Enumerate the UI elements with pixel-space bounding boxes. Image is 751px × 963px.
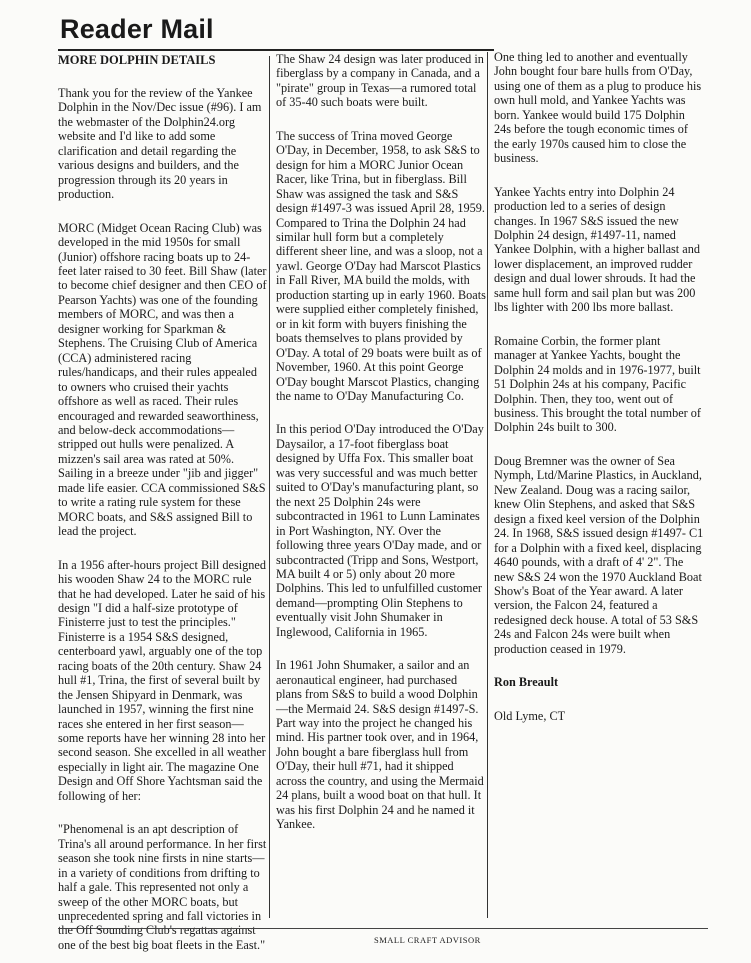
- paragraph-12: Doug Bremner was the owner of Sea Nymph, Ltd/Marine Plastics, in Auckland, New Zealand. Doug was a racing sailor, knew Olin Stephens, and asked that S&S design a fixed keel version of the Dolphin 24. In 1968, S&S issued design #1497- C1 for a Dolphin with a fixed keel, displacing 4640 pounds, with a draft of 4' 2". The new S&S 24 won the 1970 Auckland Boat Show's Boat of the Year award. A later version, the Falcon 24, featured a redesigned deck house. A total of 53 S&S 24s and Falcon 24s were built when production ceased in 1979.: [494, 453, 704, 656]
- footer-publication-name: SMALL CRAFT ADVISOR: [374, 935, 481, 945]
- footer-rule: [58, 928, 708, 929]
- column-divider-1: [269, 56, 270, 918]
- signature-location: Old Lyme, CT: [494, 708, 566, 723]
- paragraph-8: In 1961 John Shumaker, a sailor and an aeronautical engineer, had purchased plans from S&S to build a wood Dolphin—the Mermaid 24. S&S design #1497-S. Part way into the project he changed his mind. His partner took over, and in 1964, John bought a bare fiberglass hull from O'Day, their hull #71, had it shipped across the country, and using the Mermaid 24 plans, built a wood boat on that hull. It was his first Dolphin 24 and he named it Yankee.: [276, 658, 484, 832]
- paragraph-9: One thing led to another and eventually John bought four bare hulls from O'Day, using one of them as a plug to produce his own hull mold, and Yankee Yachts was born. Yankee would build 175 Dolphin 24s before the tough economic times of the early 1970s caused him to close the business.: [494, 50, 702, 166]
- paragraph-11: Romaine Corbin, the former plant manager at Yankee Yachts, bought the Dolphin 24 molds and in 1976-1977, built 51 Dolphin 24s at his company, Pacific Dolphin. Then, they too, went out of business. This brought the total number of Dolphin 24s built to 300.: [494, 333, 701, 435]
- paragraph-7: In this period O'Day introduced the O'Day Daysailor, a 17-foot fiberglass boat designed by Uffa Fox. This smaller boat was very successful and was much better suited to O'Day's manufacturing plant, so the next 25 Dolphin 24s were subcontracted in 1961 to Lunn Laminates in Port Washington, NY. Over the following three years O'Day made, and or subcontracted (Tripp and Sons, Westport, MA built 4 or 5) only about 20 more Dolphins. This led to unfulfilled customer demand—prompting Olin Stephens to eventually visit John Shumaker in Inglewood, California in 1965.: [276, 422, 484, 639]
- signature-name: Ron Breault: [494, 675, 559, 690]
- column-1: [58, 52, 268, 952]
- paragraph-6: The success of Trina moved George O'Day, in December, 1958, to ask S&S to design for him a MORC Junior Ocean Racer, like Trina, but in fiberglass. Bill Shaw was assigned the task and S&S design #1497-3 was issued April 28, 1959. Compared to Trina the Dolphin 24 had similar hull form but a completely different sheer line, and was a sloop, not a yawl. George O'Day had Marscot Plastics in Fall River, MA build the molds, with production starting up in early 1960. Boats were supplied either completely finished, or in kit form with buyers finishing the boats themselves to plans provided by O'Day. A total of 29 boats were built as of November, 1960. At this point George O'Day bought Marscot Plastics, changing the name to O'Day Manufacturing Co.: [276, 128, 486, 403]
- column-3: [494, 50, 704, 742]
- column-divider-2: [487, 52, 488, 918]
- paragraph-2: MORC (Midget Ocean Racing Club) was developed in the mid 1950s for small (Junior) offshore racing boats up to 24-feet later raised to 30 feet. Bill Shaw (later to become chief designer and then CEO of Pearson Yachts) was one of the founding members of MORC, and was then a designer working for Sparkman & Stephens. The Cruising Club of America (CCA) administered racing rules/handicaps, and their rules appealed to owners who cruised their yachts offshore as well as raced. Their rules encouraged and rewarded seaworthiness, and below-deck accommodations—stripped out hulls were penalized. A mizzen's sail area was rated at 50%. Sailing in a breeze under "jib and jigger" made life easier. CCA commissioned S&S to write a rating rule system for these MORC boats, and S&S assigned Bill to lead the project.: [58, 220, 267, 539]
- paragraph-3: In a 1956 after-hours project Bill designed his wooden Shaw 24 to the MORC rule that he had developed. Later he said of his design "I did a half-size prototype of Finisterre just to test the principles." Finisterre is a 1954 S&S designed, centerboard yawl, arguably one of the top racing boats of the 20th century. Shaw 24 hull #1, Trina, the first of several built by the Jensen Shipyard in Denmark, was launched in 1957, winning the first nine races she entered in her first season—some reports have her winning 28 into her second season. She excelled in all weather especially in light air. The magazine One Design and Off Shore Yachtsman said the following of her:: [58, 557, 266, 803]
- title-rule: [58, 49, 494, 51]
- paragraph-1: Thank you for the review of the Yankee Dolphin in the Nov/Dec issue (#96). I am the webmaster of the Dolphin24.org website and I'd like to add some clarification and detail regarding the various designs and builders, and the progression through its 20 years in production.: [58, 86, 262, 202]
- letter-headline: MORE DOLPHIN DETAILS: [58, 53, 216, 67]
- column-2: [276, 52, 486, 832]
- paragraph-5: The Shaw 24 design was later produced in fiberglass by a company in Canada, and a "pirate" group in Texas—a rumored total of 35-40 such boats were built.: [276, 52, 484, 110]
- paragraph-4: "Phenomenal is an apt description of Trina's all around performance. In her first season she took nine firsts in nine starts—in a variety of conditions from drifting to half a gale. This represented not only a sweep of the other MORC boats, but unprecedented spring and fall victories in the Off Sounding Club's regattas against one of the best big boat fleets in the East.": [58, 822, 267, 952]
- paragraph-10: Yankee Yachts entry into Dolphin 24 production led to a series of design changes. In 1967 S&S issued the new Dolphin 24 design, #1497-11, named Yankee Dolphin, with a higher ballast and lower displacement, an improved rudder design and dual lower shrouds. It had the same hull form and sail plan but was 200 lbs lighter with 200 lbs more ballast.: [494, 184, 700, 315]
- page-title: Reader Mail: [60, 14, 214, 44]
